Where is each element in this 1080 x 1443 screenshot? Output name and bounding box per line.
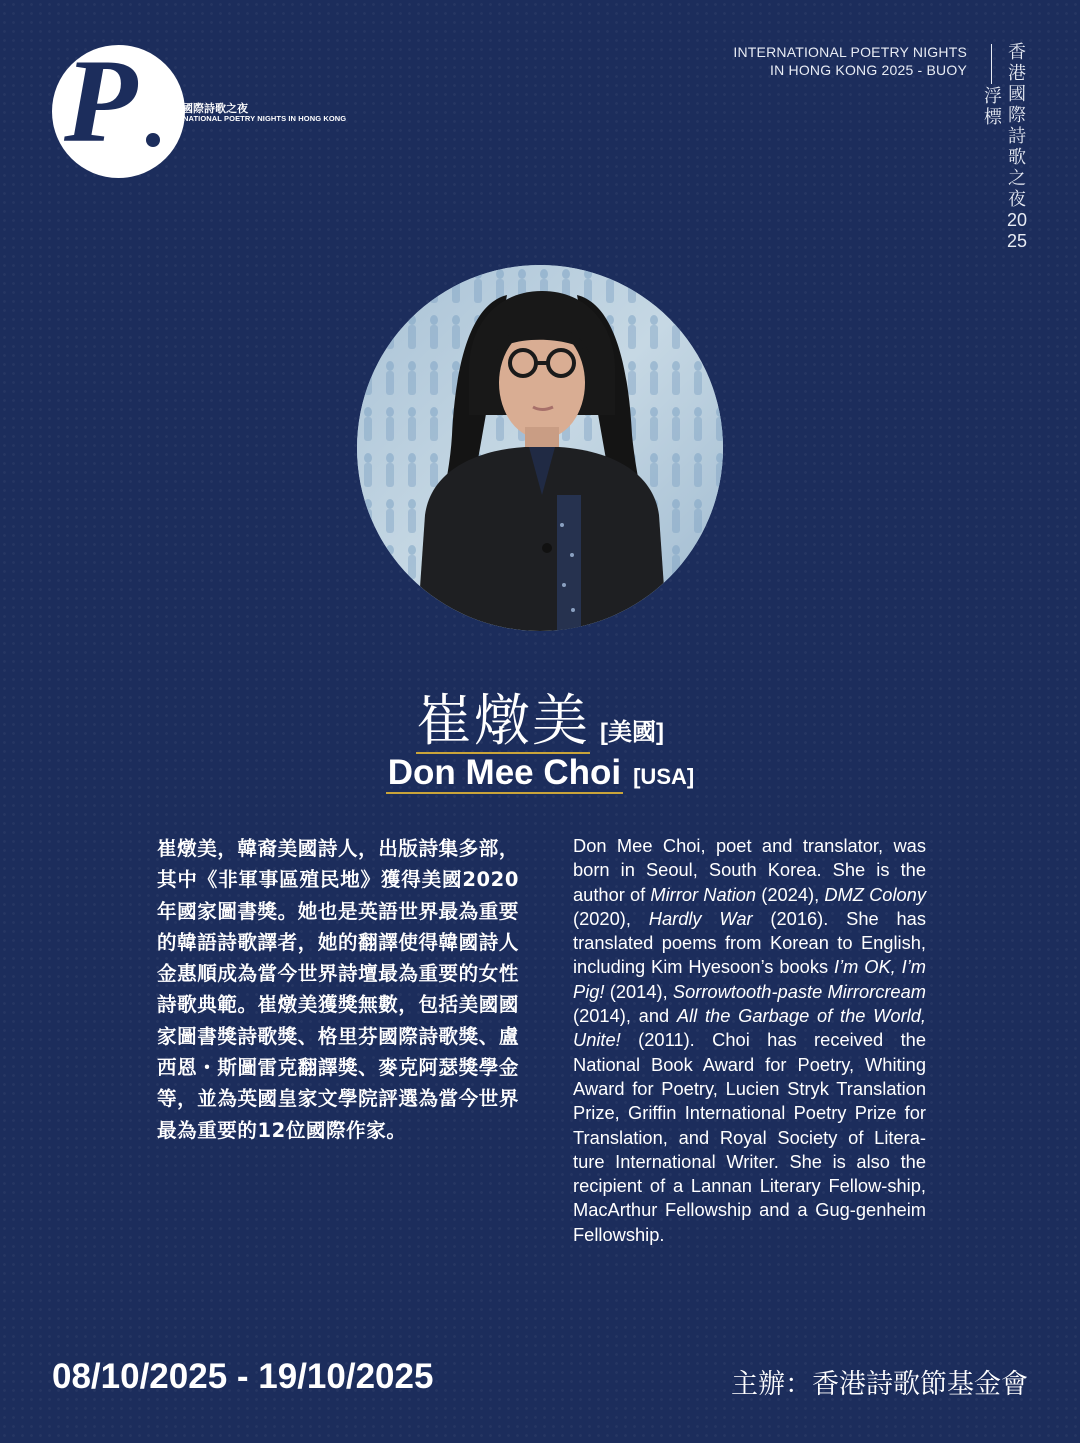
header-en-line1: INTERNATIONAL POETRY NIGHTS	[733, 44, 967, 60]
bio-en-text: (2020),	[573, 907, 649, 929]
poet-biography-zh: 崔燉美，韓裔美國詩人，出版詩集多部，其中《非軍事區殖民地》獲得美國2020年國家圖書獎。她也是英語世界最為重要的韓語詩歌譯者，她的翻譯使得韓國詩人金惠順成為當今世界詩壇最為重要的女性詩歌典範。崔燉美獲獎無數，包括美國國家圖書獎詩歌獎、格里芬國際詩歌獎、盧西恩・斯圖雷克翻譯獎、麥克阿瑟獎學金等，並為英國皇家文學院評選為當今世界最為重要的12位國際作家。	[157, 837, 519, 1142]
poet-name-zh: 崔燉美	[416, 689, 590, 752]
poet-name-zh-row	[0, 677, 1080, 757]
poet-name-en-row	[0, 753, 1080, 793]
logo-dot	[146, 133, 160, 147]
organizer-credit: 主辦：香港詩歌節基金會	[731, 1369, 1028, 1399]
bio-en-text: (2011). Choi has received the National Book Award for Poetry, Whiting Award for Poetry, Lucien Stryk Translation Prize, Griffin International Poetry Prize for Translation, and Royal Society of Litera-ture International Writer. She is also the recipient of a Lannan Literary Fellow-ship, MacArthur Fellowship and a Gug-genheim Fellowship.	[573, 1029, 926, 1245]
bio-en-text: (2014),	[604, 980, 673, 1002]
poet-biography-en	[573, 834, 926, 1247]
bio-en-text: (2014), and	[573, 1005, 677, 1027]
book-title-hardly-war: Hardly War	[648, 907, 753, 929]
poet-name-en: Don Mee Choi	[387, 753, 622, 792]
header-english-title	[733, 43, 967, 79]
book-title-sorrowtoothpaste-mirrorcream: Sorrowtooth-paste Mirrorcream	[672, 980, 926, 1002]
header-en-line2: IN HONG KONG 2025 - BUOY	[770, 62, 967, 78]
festival-dates: 08/10/2025 - 19/10/2025	[52, 1357, 434, 1396]
book-title-im-ok-im-pig: I’m OK, I’m Pig!	[573, 956, 926, 1002]
logo-name-en: INTERNATIONAL POETRY NIGHTS IN HONG KONG	[160, 114, 347, 123]
header-vertical-zh-subtitle: 浮標	[984, 86, 1002, 127]
bio-en-text: (2024),	[756, 883, 825, 905]
book-title-all-the-garbage: All the Garbage of the World, Unite!	[573, 1005, 926, 1051]
bio-en-text: (2016). She has translated poems from Korean to English, including Kim Hyesoon’s books	[573, 907, 926, 978]
logo-p-mark: P	[64, 34, 138, 167]
book-title-mirror-nation: Mirror Nation	[650, 883, 757, 905]
logo-name-zh: 香港國際詩歌之夜	[160, 103, 248, 115]
bio-en-text: Don Mee Choi, poet and translator, was born in Seoul, South Korea. She is the author of	[573, 835, 926, 905]
poet-country-zh: [美國]	[600, 719, 664, 746]
book-title-dmz-colony: DMZ Colony	[824, 883, 926, 905]
poet-country-en: [USA]	[633, 764, 695, 789]
poet-portrait-photo	[357, 265, 723, 631]
vertical-dash	[991, 44, 992, 84]
header-vertical-zh-title: 香港國際詩歌之夜2025	[1006, 42, 1028, 251]
